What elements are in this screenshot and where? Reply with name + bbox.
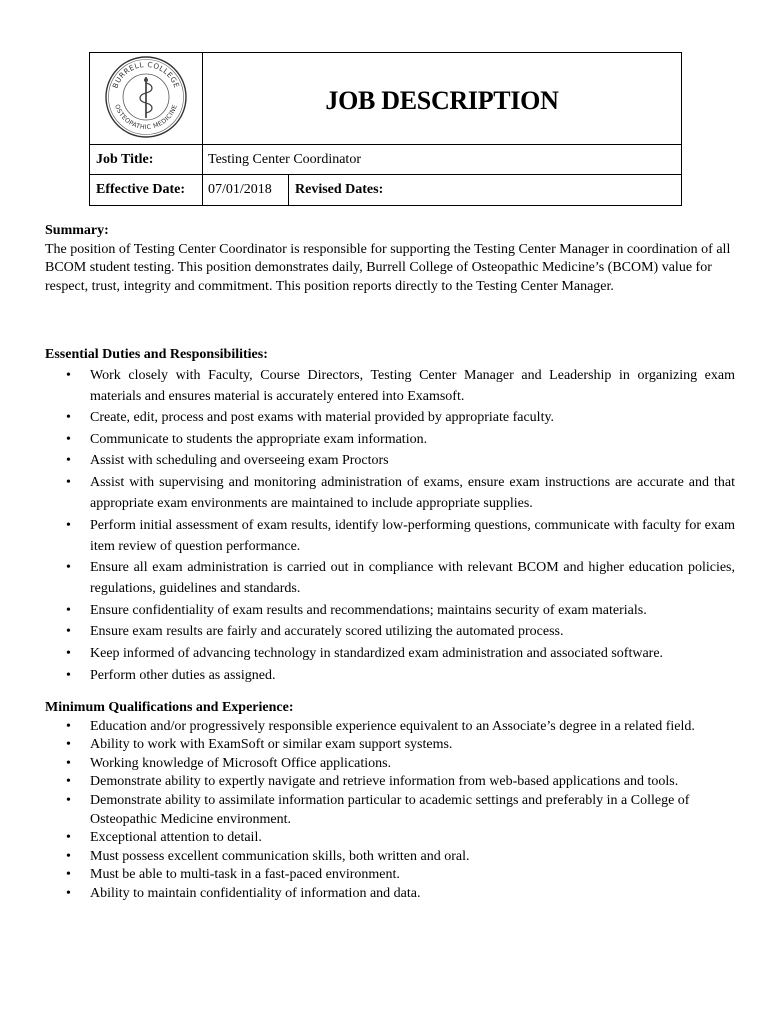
list-item: • Must be able to multi-task in a fast-paced environment. (45, 866, 735, 885)
list-item: • Working knowledge of Microsoft Office applications. (45, 755, 735, 774)
list-item: • Demonstrate ability to assimilate information particular to academic settings and preferably in a College of Osteopathic Medicine environment. (45, 792, 735, 829)
dates-cell (203, 175, 682, 206)
list-item: • Ensure all exam administration is carried out in compliance with relevant BCOM and higher education policies, regulations, guidelines and standards. (45, 557, 735, 599)
effective-date-value: 07/01/2018 (203, 175, 289, 205)
job-title-label: Job Title: (90, 145, 203, 175)
header-table (89, 52, 682, 206)
list-item: • Education and/or progressively responsible experience equivalent to an Associate’s degree in a related field. (45, 718, 735, 737)
job-title-value: Testing Center Coordinator (203, 145, 682, 175)
list-item: • Work closely with Faculty, Course Directors, Testing Center Manager and Leadership in organizing exam materials and ensures material is accurately entered into Examsoft. (45, 365, 735, 407)
list-item: • Demonstrate ability to expertly navigate and retrieve information from web-based applications and tools. (45, 773, 735, 792)
summary-section (45, 222, 735, 296)
duties-heading: Essential Duties and Responsibilities: (45, 347, 268, 362)
list-item: • Ensure confidentiality of exam results and recommendations; maintains security of exam materials. (45, 600, 735, 621)
qualifications-heading: Minimum Qualifications and Experience: (45, 700, 294, 715)
document-title: JOB DESCRIPTION (325, 85, 559, 115)
list-item: • Perform other duties as assigned. (45, 665, 735, 686)
list-item: • Keep informed of advancing technology in standardized exam administration and associated software. (45, 643, 735, 664)
svg-text:OSTEOPATHIC MEDICINE: OSTEOPATHIC MEDICINE (113, 103, 179, 132)
list-item: • Must possess excellent communication skills, both written and oral. (45, 848, 735, 867)
qualifications-list (45, 718, 735, 904)
logo-cell (90, 53, 203, 145)
list-item: • Create, edit, process and post exams with material provided by appropriate faculty. (45, 407, 735, 428)
duties-list (45, 365, 735, 686)
list-item: • Ability to work with ExamSoft or similar exam support systems. (45, 736, 735, 755)
summary-text: The position of Testing Center Coordinator is responsible for supporting the Testing Center Manager in coordination of all BCOM student testing. This position demonstrates daily, Burrell College of Osteopathic Medicine’s (BCOM) value for respect, trust, integrity and commitment. This position reports directly to the Testing Center Manager. (45, 241, 731, 294)
svg-text:BURRELL COLLEGE: BURRELL COLLEGE (110, 59, 182, 90)
list-item: • Assist with supervising and monitoring administration of exams, ensure exam instructions are accurate and that appropriate exam environments are maintained to include appropriate supplies. (45, 472, 735, 514)
list-item: • Perform initial assessment of exam results, identify low-performing questions, communicate with faculty for exam item review of question performance. (45, 515, 735, 557)
list-item: • Ensure exam results are fairly and accurately scored utilizing the automated process. (45, 621, 735, 642)
title-cell (203, 53, 682, 145)
list-item: • Ability to maintain confidentiality of information and data. (45, 885, 735, 904)
revised-dates-label: Revised Dates: (295, 182, 384, 197)
list-item: • Exceptional attention to detail. (45, 829, 735, 848)
list-item: • Communicate to students the appropriate exam information. (45, 429, 735, 450)
list-item: • Assist with scheduling and overseeing exam Proctors (45, 450, 735, 471)
effective-date-label: Effective Date: (90, 175, 203, 206)
burrell-college-seal-icon (101, 53, 191, 139)
qualifications-section (45, 699, 735, 904)
duties-section (45, 346, 735, 686)
summary-heading: Summary: (45, 223, 109, 238)
dates-inner-table (203, 175, 681, 205)
